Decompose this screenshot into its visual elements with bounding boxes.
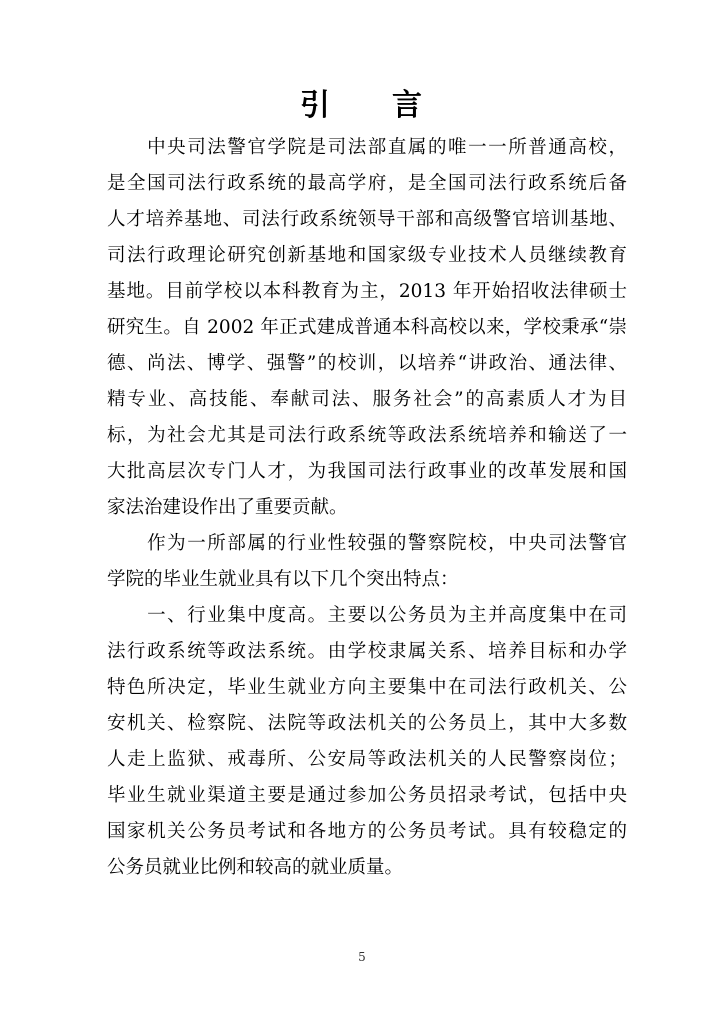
body-line: 家法治建设作出了重要贡献。 xyxy=(107,497,348,518)
body-line: 基地。目前学校以本科教育为主，2013 年开始招收法律硕士 xyxy=(107,281,627,302)
page-number: 5 xyxy=(358,950,366,964)
body-line: 法行政系统等政法系统。由学校隶属关系、培养目标和办学 xyxy=(107,641,627,662)
body-line: 是全国司法行政系统的最高学府，是全国司法行政系统后备 xyxy=(107,173,627,194)
body-line: 作为一所部属的行业性较强的警察院校，中央司法警官 xyxy=(107,533,627,554)
body-line: 特色所决定，毕业生就业方向主要集中在司法行政机关、公 xyxy=(107,677,627,698)
body-line: 人走上监狱、戒毒所、公安局等政法机关的人民警察岗位； xyxy=(107,749,627,770)
body-line: 公务员就业比例和较高的就业质量。 xyxy=(107,857,404,878)
body-line: 毕业生就业渠道主要是通过参加公务员招录考试，包括中央 xyxy=(107,785,627,806)
body-line: 研究生。自 2002 年正式建成普通本科高校以来，学校秉承“崇 xyxy=(107,317,627,338)
title-char-2: 言 xyxy=(392,88,424,123)
body-line: 大批高层次专门人才，为我国司法行政事业的改革发展和国 xyxy=(107,461,627,482)
body-line: 德、尚法、博学、强警”的校训，以培养“讲政治、通法律、 xyxy=(107,353,627,374)
page-title xyxy=(0,84,724,128)
body-line: 司法行政理论研究创新基地和国家级专业技术人员继续教育 xyxy=(107,245,627,266)
title-char-1: 引 xyxy=(300,88,332,123)
body-line: 国家机关公务员考试和各地方的公务员考试。具有较稳定的 xyxy=(107,821,627,842)
body-line: 人才培养基地、司法行政系统领导干部和高级警官培训基地、 xyxy=(107,209,627,230)
body-line: 精专业、高技能、奉献司法、服务社会”的高素质人才为目 xyxy=(107,389,627,410)
body-line: 一、行业集中度高。主要以公务员为主并高度集中在司 xyxy=(107,605,627,626)
body-line: 安机关、检察院、法院等政法机关的公务员上，其中大多数 xyxy=(107,713,627,734)
body-line: 标，为社会尤其是司法行政系统等政法系统培养和输送了一 xyxy=(107,425,627,446)
body-line: 学院的毕业生就业具有以下几个突出特点： xyxy=(107,569,459,590)
body-line: 中央司法警官学院是司法部直属的唯一一所普通高校， xyxy=(107,137,627,158)
